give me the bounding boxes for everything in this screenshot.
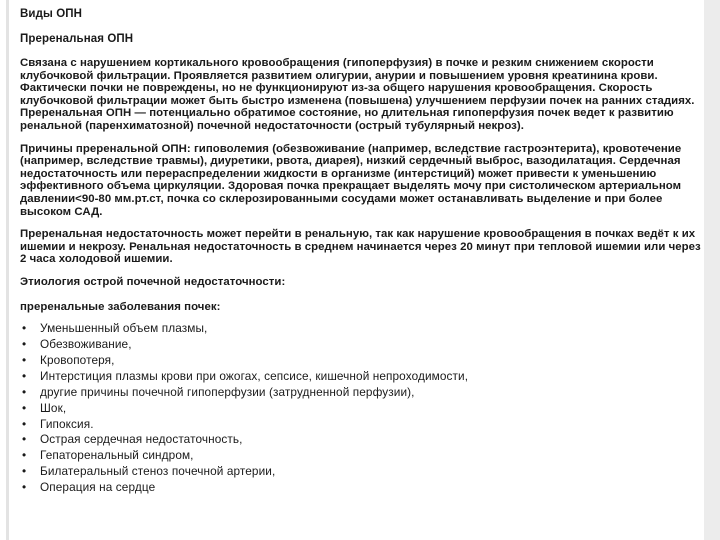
left-margin-rule — [6, 0, 9, 540]
paragraph-causes: Причины преренальной ОПН: гиповолемия (обезвоживание (например, вследствие гастроэнтерита), кровотечение (например, вследствие травмы), диуретики, рвота, диарея), низкий сердечный выброс, вазодилатация. Сердечная недостаточность или перераспределении жидкости в организме (интерстиций) может привести к уменьшению эффективного объема циркуляции. Здоровая почка прекращает выделять мочу при систолическом артериальном давлении<90-80 мм.рт.ст, почка со склерозированными сосудами может останавливать выделение и при более высоком САД. — [20, 142, 682, 218]
list-item — [20, 385, 704, 401]
list-item — [20, 432, 704, 448]
list-item-text: Гипоксия. — [40, 416, 94, 431]
bullet-icon: • — [22, 416, 27, 431]
list-item — [20, 369, 704, 385]
list-item-text: Обезвоживание, — [40, 337, 132, 351]
bullet-icon: • — [22, 432, 27, 447]
list-item — [20, 337, 704, 353]
list-item — [20, 480, 704, 496]
paragraph-definition: Связана с нарушением кортикального кровообращения (гипоперфузия) в почке и резким снижением скорости клубочковой фильтрации. Проявляется развитием олигурии, анурии и повышением уровня креатинина крови. Фактически почки не повреждены, но не функционируют из-за общего нарушения кровообращения. Скорость клубочковой фильтрации может быть быстро изменена (повышена) улучшением перфузии почек на ранних стадиях. Преренальная ОПН — потенциально обратимое состояние, но длительная гипоперфузия почек ведет к развитию ренальной (паренхиматозной) почечной недостаточности (острый тубулярный некроз). — [20, 57, 695, 132]
bullet-icon: • — [22, 352, 27, 367]
document-body — [20, 7, 704, 496]
section-subtitle: Преренальная ОПН — [20, 33, 134, 45]
document-title: Виды ОПН — [20, 8, 83, 20]
list-item-text: Уменьшенный объем плазмы, — [40, 321, 208, 336]
list-item — [20, 448, 704, 464]
list-item-text: Острая сердечная недостаточность, — [40, 432, 243, 447]
paragraph-transition: Преренальная недостаточность может перейти в ренальную, так как нарушение кровообращения в почках ведёт к их ишемии и некрозу. Ренальная недостаточность в среднем начинается через 20 минут при тепловой ишемии или через 2 часа холодовой ишемии. — [20, 228, 701, 266]
list-item — [20, 353, 704, 369]
list-item-text: Шок, — [40, 400, 67, 415]
list-item — [20, 401, 704, 417]
list-item — [20, 321, 704, 337]
list-item-text: другие причины почечной гипоперфузии (затрудненной перфузии), — [40, 384, 415, 399]
bullet-icon: • — [22, 384, 27, 399]
causes-list — [20, 321, 704, 496]
list-item-text: Операция на сердце — [40, 480, 156, 495]
bullet-icon: • — [22, 448, 27, 463]
bullet-icon: • — [22, 480, 27, 495]
etiology-heading: Этиология острой почечной недостаточности: — [20, 275, 286, 288]
list-item — [20, 417, 704, 433]
list-item — [20, 464, 704, 480]
right-edge-shade — [704, 0, 720, 540]
list-item-text: Кровопотеря, — [40, 352, 115, 367]
bullet-icon: • — [22, 368, 27, 383]
bullet-icon: • — [22, 400, 27, 415]
list-item-text: Билатеральный стеноз почечной артерии, — [40, 464, 276, 479]
bullet-icon: • — [22, 321, 27, 336]
list-item-text: Гепаторенальный синдром, — [40, 448, 194, 463]
list-item-text: Интерстиция плазмы крови при ожогах, сепсисе, кишечной непроходимости, — [40, 368, 469, 383]
list-heading: преренальные заболевания почек: — [20, 300, 221, 313]
bullet-icon: • — [22, 464, 27, 479]
bullet-icon: • — [22, 337, 27, 351]
